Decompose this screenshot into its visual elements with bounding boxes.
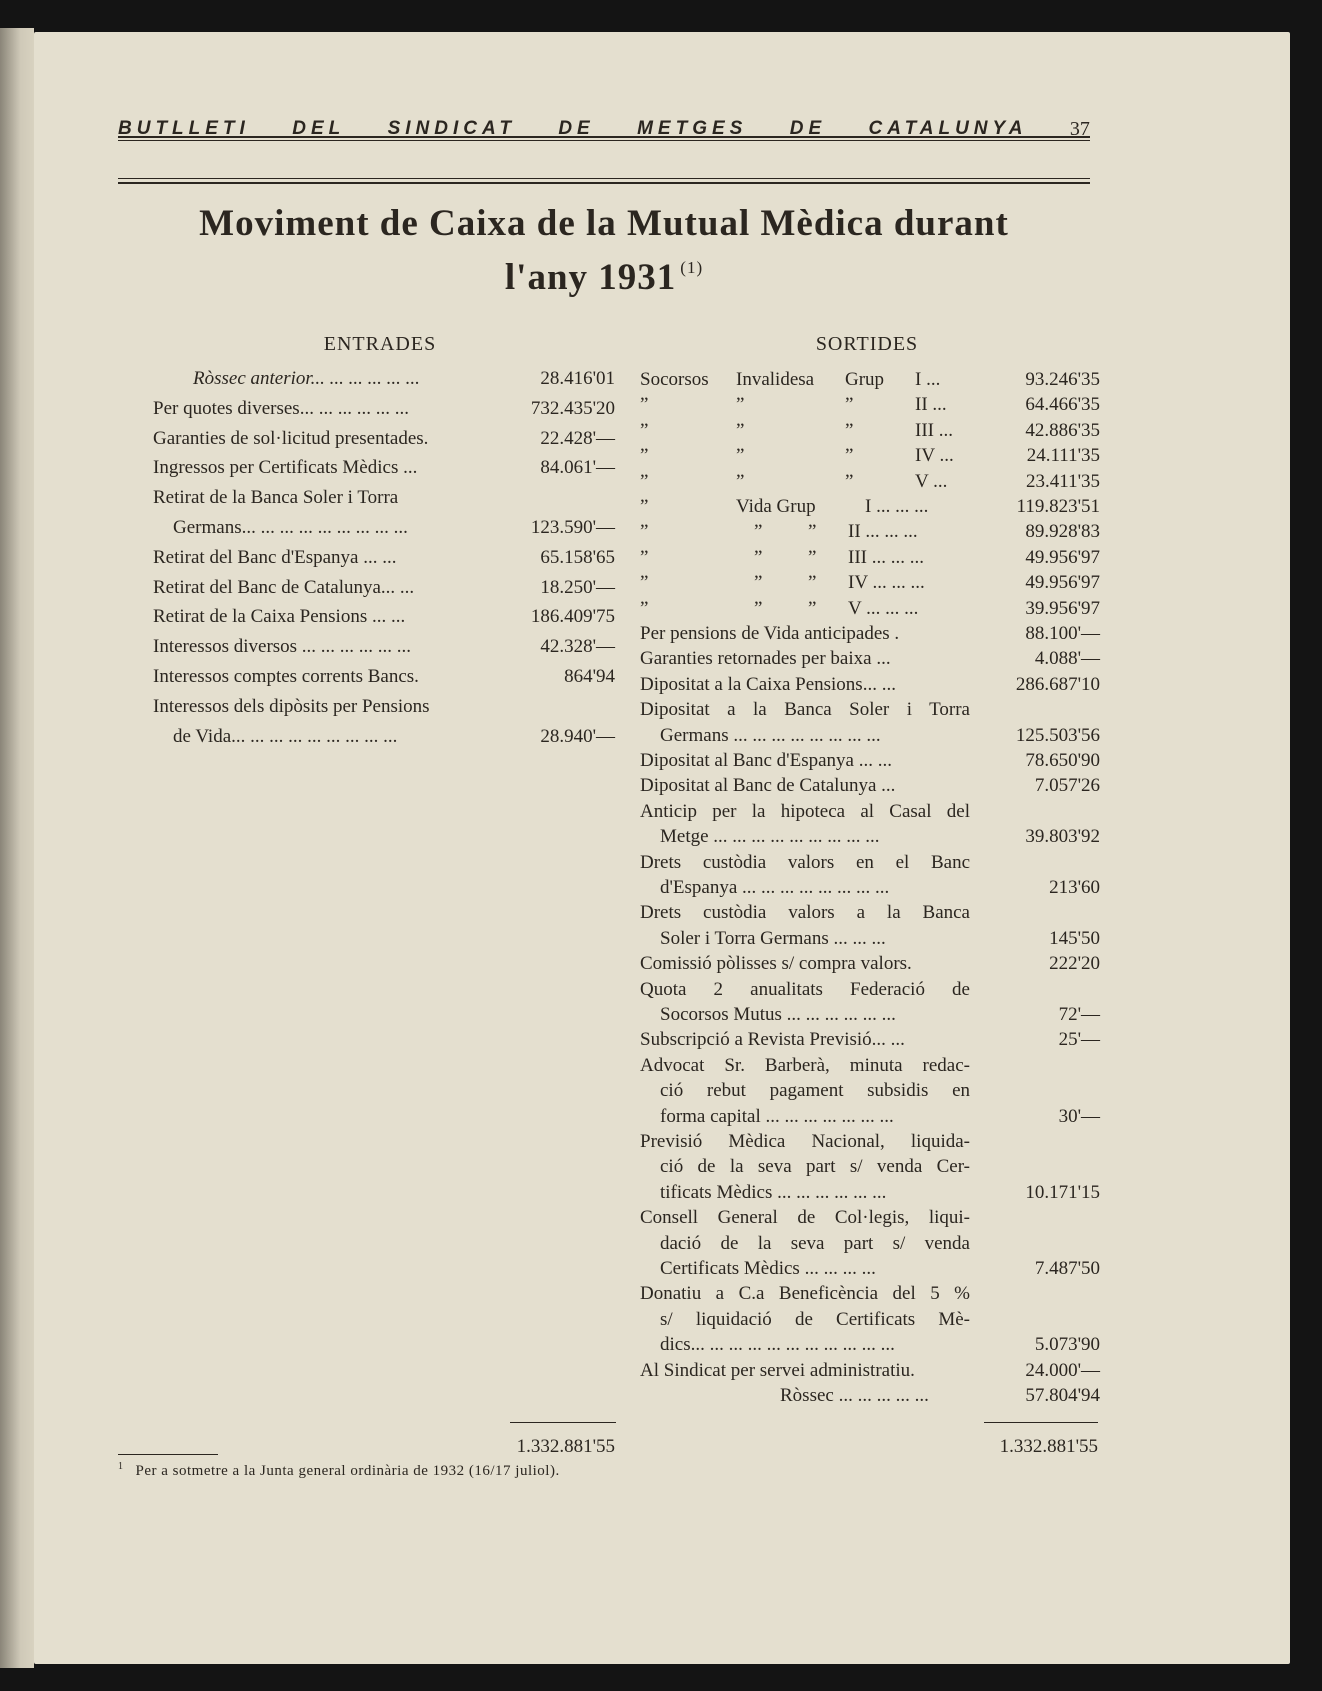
- socorsos-col3: ”: [845, 419, 854, 441]
- running-head-word: DE: [789, 118, 827, 139]
- sortides-label: Anticip per la hipoteca al Casal del: [640, 800, 970, 822]
- header-rule-bottom-thin: [118, 178, 1090, 179]
- sortides-label: forma capital ... ... ... ... ... ... ...: [660, 1105, 894, 1127]
- sortides-row-line: [640, 978, 1100, 1002]
- socorsos-col4: V ... ... ...: [848, 597, 919, 619]
- entrades-amount: 18.250'—: [540, 576, 615, 598]
- sortides-label: Dipositat al Banc d'Espanya ... ...: [640, 750, 892, 771]
- entrades-row: [153, 456, 618, 480]
- sortides-amount: 119.823'51: [1016, 496, 1100, 517]
- entrades-total-rule: [510, 1422, 616, 1423]
- sortides-amount: 23.411'35: [1026, 470, 1100, 492]
- sortides-amount: 145'50: [1049, 927, 1100, 949]
- running-head-word: CATALUNYA: [868, 118, 1028, 139]
- socorsos-col2: Vida Grup: [736, 496, 816, 517]
- socorsos-col2: ”: [736, 394, 745, 416]
- sortides-label: Certificats Mèdics ... ... ... ...: [660, 1258, 876, 1279]
- sortides-row-line: [640, 1181, 1100, 1205]
- socorsos-col4: II ... ... ...: [848, 521, 918, 543]
- sortides-row-line: [640, 1155, 1100, 1179]
- entrades-row: [153, 516, 618, 540]
- entrades-amount: 732.435'20: [530, 397, 615, 419]
- sortides-amount: 10.171'15: [1025, 1181, 1100, 1203]
- sortides-label: Drets custòdia valors a la Banca: [640, 902, 970, 924]
- running-head-word: BUTLLETI: [118, 118, 250, 139]
- sortides-label: dació de la seva part s/ venda: [660, 1232, 970, 1254]
- socorsos-col4: IV ...: [915, 445, 954, 467]
- sortides-label: ció de la seva part s/ venda Cer-: [660, 1156, 970, 1178]
- sortides-row-line: [640, 1028, 1100, 1052]
- socorsos-col3: ”: [808, 597, 817, 619]
- sortides-row-line: [640, 673, 1100, 697]
- entrades-row: [153, 665, 618, 689]
- sortides-label: ció rebut pagament subsidis en: [660, 1080, 970, 1102]
- entrades-label: Retirat del Banc d'Espanya ... ...: [153, 546, 397, 568]
- entrades-amount: 42.328'—: [540, 636, 615, 658]
- sortides-label: Per pensions de Vida anticipades .: [640, 623, 900, 644]
- sortides-row-line: [640, 774, 1100, 798]
- sortides-label: Socorsos Mutus ... ... ... ... ... ...: [660, 1004, 896, 1025]
- entrades-label: Interessos dels dipòsits per Pensions: [153, 695, 430, 717]
- entrades-row: [153, 367, 618, 391]
- sortides-label: tificats Mèdics ... ... ... ... ... ...: [660, 1181, 887, 1203]
- socorsos-col4: I ... ... ...: [865, 496, 929, 517]
- socorsos-col1: ”: [640, 521, 649, 543]
- sortides-row-line: [640, 1359, 1100, 1383]
- socorsos-col4: I ...: [915, 369, 941, 390]
- sortides-amount: 49.956'97: [1025, 572, 1100, 594]
- sortides-row-line: [640, 1079, 1100, 1103]
- entrades-label: Ingressos per Certificats Mèdics ...: [153, 457, 418, 479]
- sortides-label: Al Sindicat per servei administratiu.: [640, 1359, 915, 1381]
- sortides-amount: 24.111'35: [1026, 445, 1100, 467]
- entrades-amount: 84.061'—: [540, 457, 615, 479]
- sortides-label: Dipositat a la Caixa Pensions... ...: [640, 673, 896, 695]
- entrades-label: Retirat del Banc de Catalunya... ...: [153, 576, 415, 598]
- sortides-row-line: [640, 698, 1100, 722]
- entrades-amount: 864'94: [564, 666, 615, 687]
- sortides-amount: 24.000'—: [1025, 1359, 1100, 1381]
- socorsos-col2: ”: [754, 597, 763, 619]
- socorsos-row: [640, 368, 1100, 392]
- sortides-amount: 78.650'90: [1025, 750, 1100, 771]
- entrades-row: [153, 695, 618, 719]
- socorsos-col4: II ...: [915, 394, 947, 416]
- sortides-label: dics... ... ... ... ... ... ... ... ... ... ...: [660, 1334, 895, 1356]
- socorsos-col4: V ...: [915, 470, 948, 492]
- entrades-label: Retirat de la Banca Soler i Torra: [153, 487, 399, 509]
- sortides-row-line: [640, 1308, 1100, 1332]
- socorsos-row: [640, 470, 1100, 494]
- header-rule-bottom: [118, 182, 1090, 184]
- entrades-label: Retirat de la Caixa Pensions ... ...: [153, 606, 406, 628]
- sortides-row-line: [640, 1333, 1100, 1357]
- entrades-amount: 22.428'—: [540, 427, 615, 449]
- sortides-amount: 72'—: [1058, 1004, 1100, 1025]
- sortides-label: Quota 2 anualitats Federació de: [640, 978, 970, 1000]
- running-head: [118, 112, 1090, 146]
- sortides-label: Garanties retornades per baixa ...: [640, 648, 891, 670]
- footnote-reference: (1): [680, 258, 704, 277]
- socorsos-col3: ”: [845, 470, 854, 492]
- socorsos-row: [640, 495, 1100, 519]
- sortides-label: Advocat Sr. Barberà, minuta redac-: [640, 1054, 970, 1076]
- sortides-amount: 49.956'97: [1025, 546, 1100, 568]
- running-head-word: METGES: [637, 118, 748, 139]
- sortides-amount: 88.100'—: [1025, 623, 1100, 644]
- sortides-amount: 222'20: [1049, 953, 1100, 975]
- entrades-amount: 123.590'—: [530, 517, 615, 538]
- sortides-heading: SORTIDES: [815, 333, 919, 355]
- entrades-label: de Vida... ... ... ... ... ... ... ... ...: [173, 725, 398, 747]
- sortides-row-line: [640, 724, 1100, 748]
- socorsos-col2: ”: [736, 445, 745, 467]
- socorsos-col4: III ...: [915, 419, 953, 441]
- socorsos-col3: ”: [808, 521, 817, 543]
- sortides-row-line: [640, 1054, 1100, 1078]
- sortides-amount: 30'—: [1058, 1105, 1100, 1127]
- socorsos-row: [640, 571, 1100, 595]
- socorsos-col3: Grup: [845, 369, 885, 390]
- sortides-label: Comissió pòlisses s/ compra valors.: [640, 953, 912, 975]
- entrades-row: [153, 397, 618, 421]
- sortides-amount: 7.057'26: [1034, 775, 1100, 797]
- sortides-label: s/ liquidació de Certificats Mè-: [660, 1308, 970, 1330]
- entrades-total: 1.332.881'55: [516, 1436, 615, 1457]
- socorsos-row: [640, 546, 1100, 570]
- sortides-amount: 64.466'35: [1025, 394, 1100, 416]
- sortides-amount: 7.487'50: [1034, 1258, 1100, 1279]
- sortides-row-line: [640, 1130, 1100, 1154]
- sortides-amount: 25'—: [1058, 1029, 1100, 1051]
- socorsos-col4: IV ... ... ...: [848, 572, 925, 594]
- entrades-row: [153, 427, 618, 451]
- entrades-label: Interessos comptes corrents Bancs.: [153, 666, 419, 687]
- socorsos-col2: ”: [754, 546, 763, 568]
- footnote: [118, 1461, 560, 1480]
- sortides-amount: 5.073'90: [1034, 1334, 1100, 1356]
- entrades-label: Germans... ... ... ... ... ... ... ... ...: [173, 517, 408, 538]
- socorsos-col4: III ... ... ...: [848, 546, 924, 568]
- socorsos-col2: Invalidesa: [736, 369, 815, 390]
- sortides-total-rule: [984, 1422, 1098, 1423]
- sortides-row-line: [640, 927, 1100, 951]
- title-line-1: Moviment de Caixa de la Mutual Mèdica durant: [199, 203, 1009, 244]
- sortides-row-line: [640, 622, 1100, 646]
- entrades-heading: ENTRADES: [323, 333, 437, 355]
- socorsos-row: [640, 419, 1100, 443]
- sortides-label: Donatiu a C.a Beneficència del 5 %: [640, 1283, 970, 1305]
- socorsos-col2: ”: [754, 521, 763, 543]
- socorsos-col3: ”: [808, 546, 817, 568]
- socorsos-col1: Socorsos: [640, 369, 709, 390]
- entrades-amount: 28.416'01: [540, 368, 615, 389]
- sortides-row-line: [640, 952, 1100, 976]
- sortides-row-line: [640, 647, 1100, 671]
- sortides-row-line: [640, 825, 1100, 849]
- sortides-amount: 42.886'35: [1025, 419, 1100, 441]
- socorsos-row: [640, 597, 1100, 621]
- socorsos-col2: ”: [754, 572, 763, 594]
- sortides-row-line: [640, 1206, 1100, 1230]
- socorsos-col3: ”: [845, 445, 854, 467]
- socorsos-col3: ”: [845, 394, 854, 416]
- socorsos-col1: ”: [640, 597, 649, 619]
- entrades-row: [153, 576, 618, 600]
- socorsos-col1: ”: [640, 445, 649, 467]
- sortides-amount: 57.804'94: [1025, 1385, 1100, 1406]
- sortides-label: Soler i Torra Germans ... ... ...: [660, 927, 886, 949]
- sortides-label: Previsió Mèdica Nacional, liquida-: [640, 1131, 970, 1152]
- sortides-row-line: [640, 800, 1100, 824]
- entrades-amount: 186.409'75: [530, 606, 615, 628]
- sortides-amount: 39.803'92: [1025, 826, 1100, 848]
- sortides-total: 1.332.881'55: [999, 1436, 1098, 1457]
- entrades-row: [153, 635, 618, 659]
- sortides-amount: 125.503'56: [1015, 724, 1100, 746]
- entrades-amount: 65.158'65: [540, 546, 615, 568]
- socorsos-col1: ”: [640, 394, 649, 416]
- sortides-row-line: [640, 749, 1100, 773]
- sortides-amount: 39.956'97: [1025, 597, 1100, 619]
- entrades-row: [153, 486, 618, 510]
- sortides-amount: 4.088'—: [1034, 648, 1100, 670]
- sortides-label: Germans ... ... ... ... ... ... ... ...: [660, 724, 881, 746]
- sortides-row-line: [640, 876, 1100, 900]
- page-title: [118, 202, 1090, 300]
- sortides-row-line: [640, 1003, 1100, 1027]
- socorsos-col1: ”: [640, 496, 649, 517]
- footnote-rule: [118, 1454, 218, 1455]
- running-head-word: DE: [558, 118, 595, 139]
- footnote-text: Per a sotmetre a la Junta general ordinària de 1932 (16/17 juliol).: [135, 1463, 560, 1479]
- entrades-label: Interessos diversos ... ... ... ... ... ...: [153, 636, 412, 658]
- socorsos-col3: ”: [808, 572, 817, 594]
- sortides-label: Consell General de Col·legis, liqui-: [640, 1207, 970, 1229]
- sortides-label: Metge ... ... ... ... ... ... ... ... ...: [660, 826, 880, 848]
- page-number: 37: [1069, 117, 1090, 140]
- sortides-label: Dipositat al Banc de Catalunya ...: [640, 775, 896, 797]
- socorsos-row: [640, 393, 1100, 417]
- sortides-amount: 213'60: [1049, 877, 1100, 898]
- entrades-row: [153, 546, 618, 570]
- sortides-row-line: [640, 1232, 1100, 1256]
- sortides-row-line: [640, 1105, 1100, 1129]
- sortides-row-line: [640, 901, 1100, 925]
- entrades-label: Per quotes diverses... ... ... ... ... ...: [153, 397, 409, 419]
- sortides-label: Subscripció a Revista Previsió... ...: [640, 1029, 905, 1051]
- entrades-row: [153, 725, 618, 749]
- sortides-row-line: [640, 1282, 1100, 1306]
- entrades-row: [153, 605, 618, 629]
- socorsos-row: [640, 520, 1100, 544]
- entrades-label: Garanties de sol·licitud presentades.: [153, 427, 429, 449]
- sortides-row-line: [640, 851, 1100, 875]
- sortides-amount: 93.246'35: [1025, 369, 1100, 390]
- book-gutter: [0, 28, 34, 1668]
- sortides-amount: 286.687'10: [1015, 673, 1100, 695]
- socorsos-col1: ”: [640, 546, 649, 568]
- running-head-word: DEL: [292, 118, 346, 139]
- socorsos-row: [640, 444, 1100, 468]
- socorsos-col2: ”: [736, 470, 745, 492]
- entrades-label: Ròssec anterior... ... ... ... ... ...: [193, 368, 420, 389]
- entrades-amount: 28.940'—: [540, 725, 615, 747]
- socorsos-col2: ”: [736, 419, 745, 441]
- running-head-word: SINDICAT: [387, 118, 516, 139]
- sortides-label: Dipositat a la Banca Soler i Torra: [640, 699, 970, 721]
- sortides-row-line: [640, 1384, 1100, 1408]
- sortides-label: d'Espanya ... ... ... ... ... ... ... ...: [660, 877, 890, 898]
- sortides-row-line: [640, 1257, 1100, 1281]
- sortides-label: Drets custòdia valors en el Banc: [640, 851, 970, 873]
- sortides-label: Ròssec ... ... ... ... ...: [780, 1385, 929, 1406]
- sortides-amount: 89.928'83: [1025, 521, 1100, 543]
- title-line-2: l'any 1931: [504, 257, 677, 298]
- footnote-mark: 1: [118, 1461, 124, 1472]
- socorsos-col1: ”: [640, 470, 649, 492]
- socorsos-col1: ”: [640, 419, 649, 441]
- socorsos-col1: ”: [640, 572, 649, 594]
